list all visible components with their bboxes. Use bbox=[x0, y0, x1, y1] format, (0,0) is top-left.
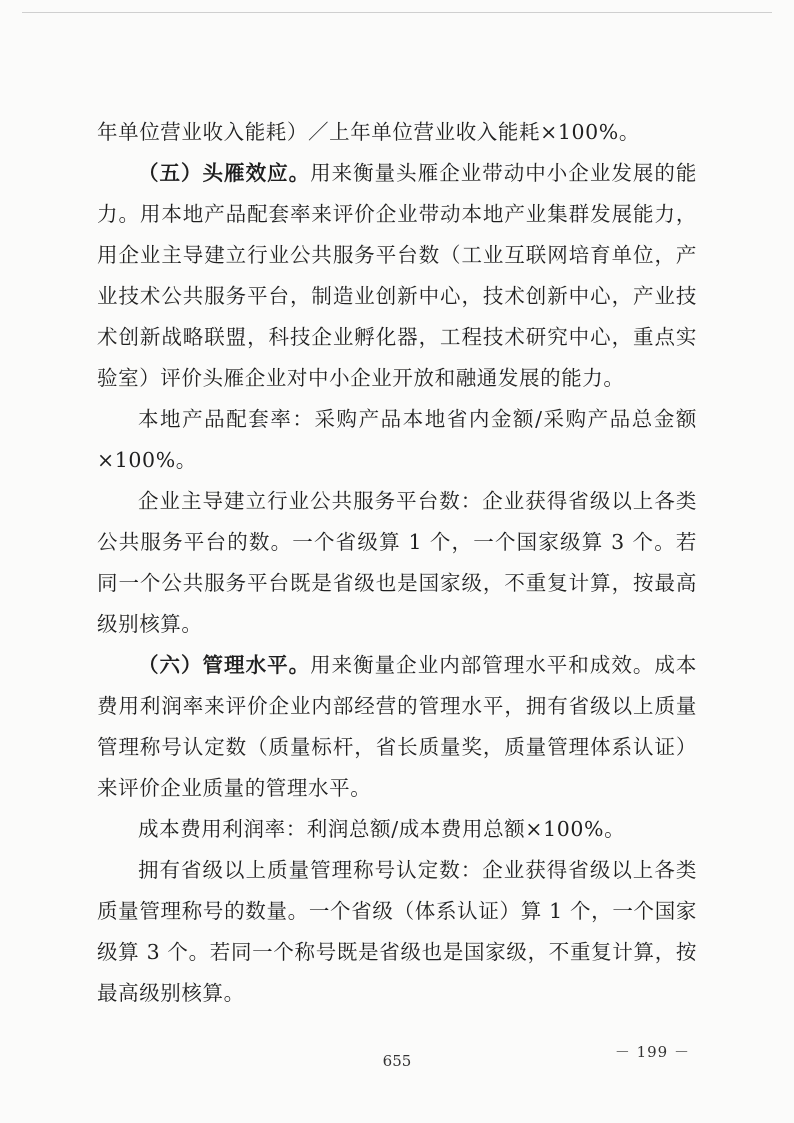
paragraph-section-five bbox=[97, 153, 697, 399]
paragraph-text: 拥有省级以上质量管理称号认定数：企业获得省级以上各类质量管理称号的数量。一个省级（体系认证）算 1 个，一个国家级算 3 个。若同一个称号既是省级也是国家级，不重复计算，按最高级别核算。 bbox=[97, 858, 697, 1005]
paragraph-section-six bbox=[97, 645, 697, 809]
paragraph-text: 本地产品配套率：采购产品本地省内金额/采购产品总金额×100%。 bbox=[97, 407, 697, 472]
paragraph-cost-profit-rate bbox=[97, 809, 697, 850]
section-heading: （六）管理水平。 bbox=[138, 653, 311, 677]
paragraph-local-supply-rate bbox=[97, 399, 697, 481]
paragraph-text: 企业主导建立行业公共服务平台数：企业获得省级以上各类公共服务平台的数。一个省级算 1 个，一个国家级算 3 个。若同一个公共服务平台既是省级也是国家级，不重复计算，按最高级别核算。 bbox=[97, 489, 697, 636]
paragraph-text: 年单位营业收入能耗）／上年单位营业收入能耗×100%。 bbox=[97, 120, 640, 144]
paragraph-text: 用来衡量头雁企业带动中小企业发展的能力。用本地产品配套率来评价企业带动本地产业集群发展能力，用企业主导建立行业公共服务平台数（工业互联网培育单位，产业技术公共服务平台，制造业创新中心，技术创新中心，产业技术创新战略联盟，科技企业孵化器，工程技术研究中心，重点实验室）评价头雁企业对中小企业开放和融通发展的能力。 bbox=[97, 161, 697, 390]
paragraph-continued-formula bbox=[97, 112, 697, 153]
body-text bbox=[97, 112, 697, 1014]
section-heading: （五）头雁效应。 bbox=[138, 161, 311, 185]
page-number: 655 bbox=[382, 1052, 412, 1070]
paragraph-service-platforms bbox=[97, 481, 697, 645]
paragraph-text: 用来衡量企业内部管理水平和成效。成本费用利润率来评价企业内部经营的管理水平，拥有省级以上质量管理称号认定数（质量标杆，省长质量奖，质量管理体系认证）来评价企业质量的管理水平。 bbox=[97, 653, 697, 800]
paragraph-text: 成本费用利润率：利润总额/成本费用总额×100%。 bbox=[138, 817, 626, 841]
top-rule bbox=[22, 12, 772, 13]
folio-number: － 199 － bbox=[614, 1043, 690, 1061]
paragraph-quality-titles bbox=[97, 850, 697, 1014]
